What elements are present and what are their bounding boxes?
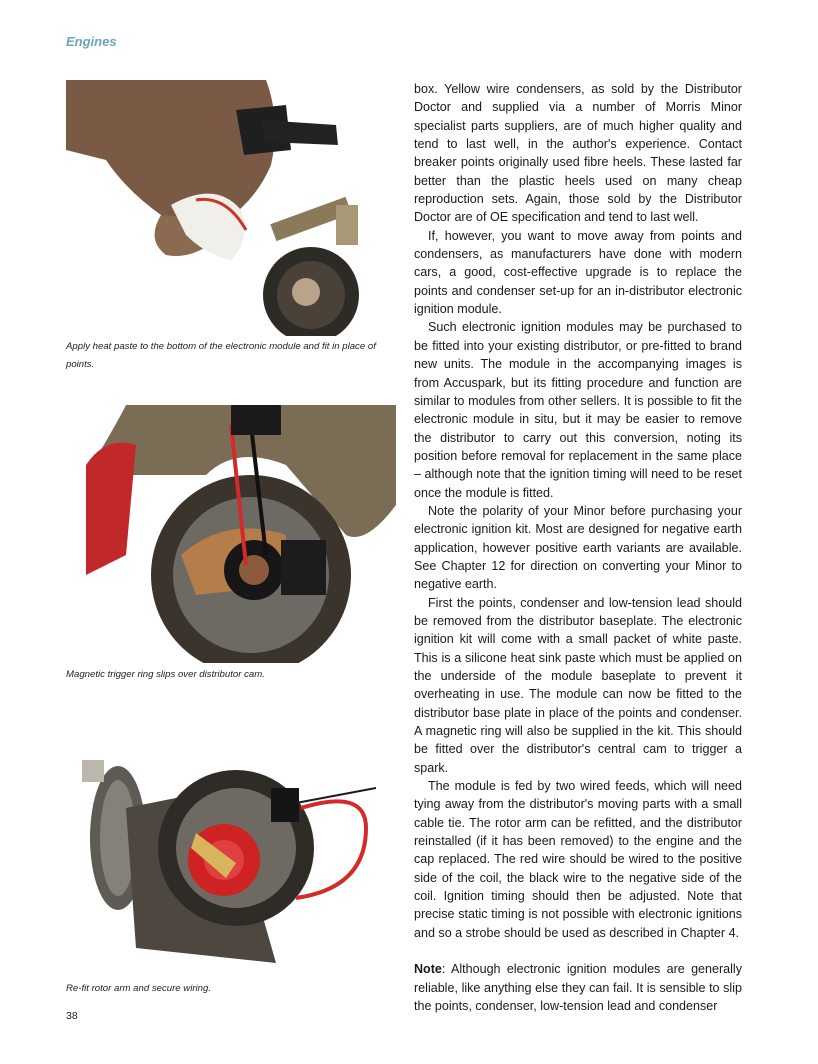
figure-2-caption: Magnetic trigger ring slips over distributor cam. xyxy=(66,669,265,680)
note-label: Note xyxy=(414,962,442,977)
figure-1-caption: Apply heat paste to the bottom of the electronic module and fit in place of points. xyxy=(66,341,376,370)
body-text-column xyxy=(414,80,742,1015)
figure-3-photo xyxy=(76,748,376,964)
running-header: Engines xyxy=(66,34,117,49)
page-number: 38 xyxy=(66,1010,78,1022)
body-paragraph: If, however, you want to move away from points and condensers, as manufacturers have done with modern cars, a good, cost-effective upgrade is to replace the points and condenser set-up for an in-distributor electronic ignition module. xyxy=(414,228,742,317)
trigger-ring-photo xyxy=(86,405,396,663)
body-paragraph: First the points, condenser and low-tension lead should be removed from the distributor baseplate. The electronic ignition kit will come with a small packet of white paste. This is a silicone heat sink paste which must be applied on the underside of the module baseplate to prevent it overheating in use. The module can now be fitted to the distributor base plate in place of the points and condenser. A magnetic ring will also be supplied in the kit. This should be fitted over the distributor's central cam to trigger a spark. xyxy=(414,595,742,775)
heat-paste-module-photo xyxy=(66,80,400,336)
figure-2-photo xyxy=(86,405,396,663)
body-paragraph: The module is fed by two wired feeds, which will need tying away from the distributor's moving parts with a small cable tie. The rotor arm can be refitted, and the distributor reinstalled (if it has been removed) to the engine and the cap replaced. The red wire should be wired to the positive side of the coil, the black wire to the negative side of the coil. Ignition timing should then be adjusted. Note that precise static timing is not possible with electronic ignitions and so a strobe should be used as described in Chapter 4. xyxy=(414,779,742,940)
figure-3-caption: Re-fit rotor arm and secure wiring. xyxy=(66,983,212,994)
body-paragraph: Note the polarity of your Minor before purchasing your electronic ignition kit. Most are designed for negative earth application, however positive earth variants are available. See Chapter 12 for direction on converting your Minor to negative earth. xyxy=(414,503,742,592)
body-paragraph: box. Yellow wire condensers, as sold by the Distributor Doctor and supplied via a number of Morris Minor specialist parts suppliers, are of much higher quality and tend to last well, in the author's experience. Contact breaker points originally used fibre heels. These lasted far better than the plastic heels used on many cheap reproduction sets. Again, those sold by the Distributor Doctor are of OE specification and tend to last well. xyxy=(414,82,742,225)
note-text: : Although electronic ignition modules are generally reliable, like anything else they can fail. It is sensible to slip the points, condenser, low-tension lead and condenser xyxy=(414,962,742,1013)
note-paragraph xyxy=(414,960,742,1015)
rotor-arm-photo xyxy=(76,748,376,964)
figure-1-photo xyxy=(66,80,400,336)
body-paragraph: Such electronic ignition modules may be purchased to be fitted into your existing distributor, or pre-fitted to brand new units. The module in the accompanying images is from Accuspark, but its fitting procedure and function are similar to modules from other sellers. It is possible to fit the electronic module in situ, but it may be easier to remove the distributor to carry out this conversion, noting its position before removal for replacement in the same place – although note that the ignition timing will need to be reset once the module is fitted. xyxy=(414,320,742,500)
